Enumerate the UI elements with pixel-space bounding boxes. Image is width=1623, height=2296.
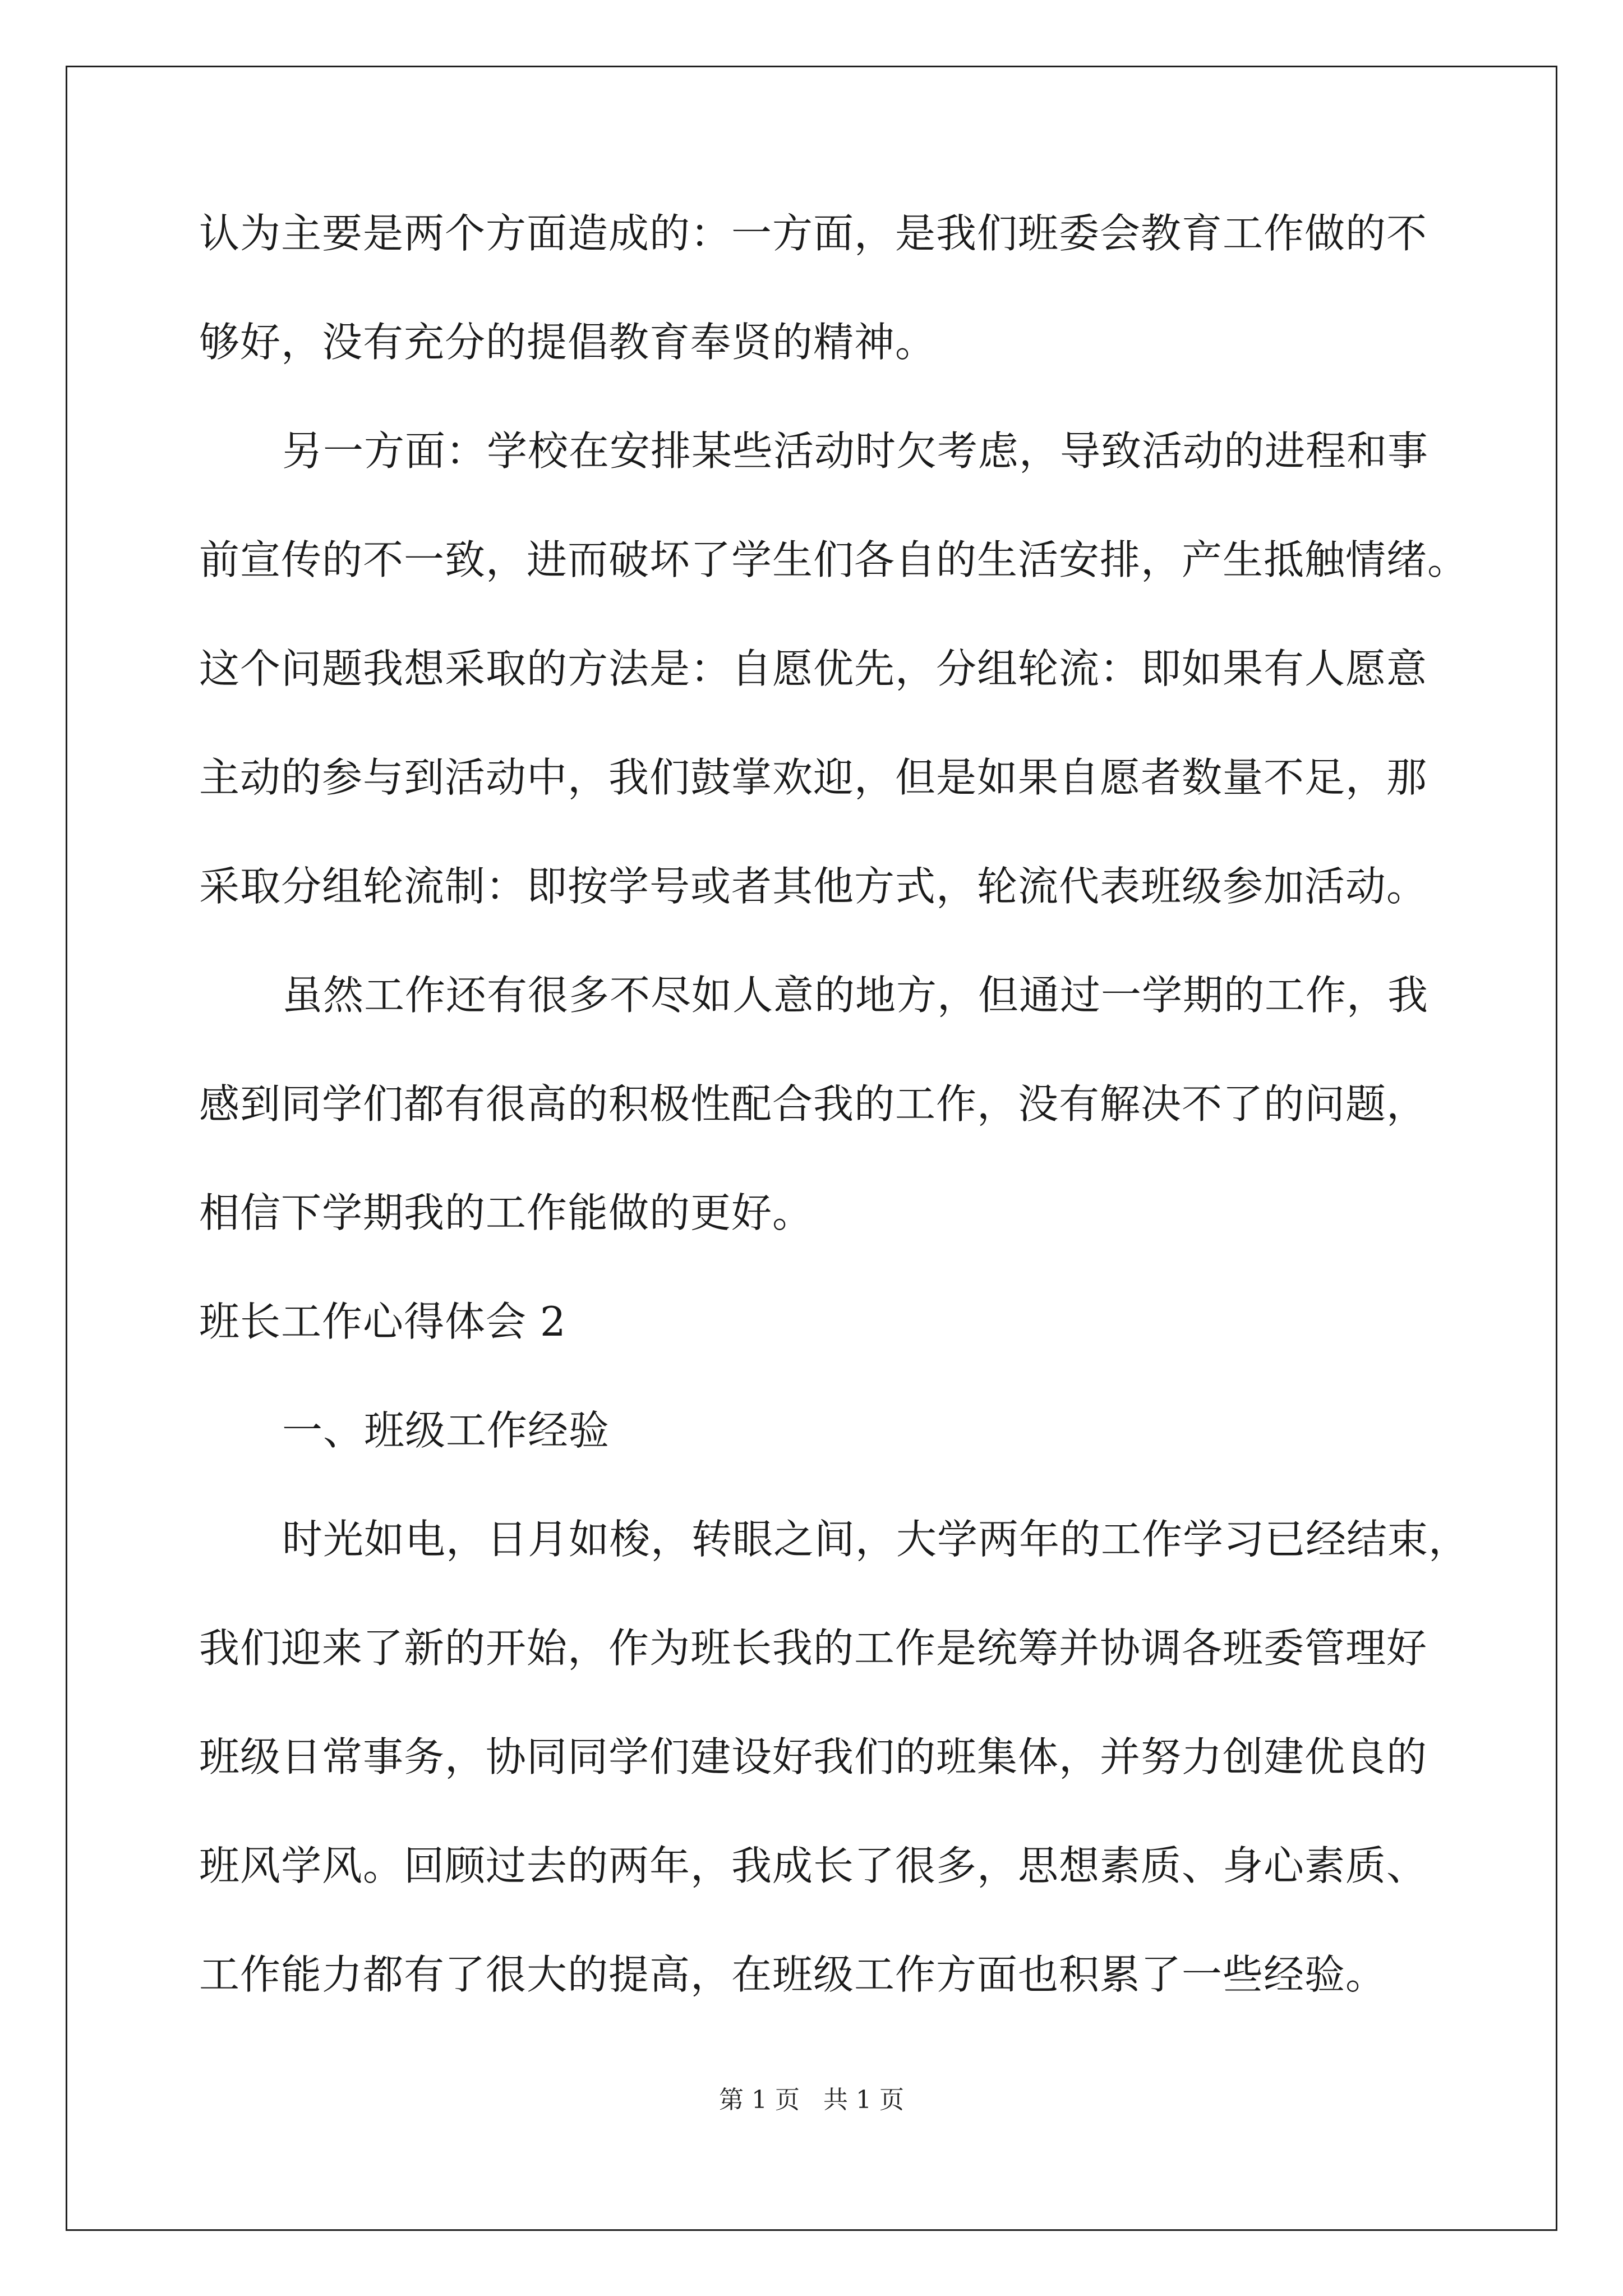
text-line: 前宣传的不一致，进而破坏了学生们各自的生活安排，产生抵触情绪。 [199,536,1469,583]
page-footer [0,2088,1623,2113]
text-line: 班级日常事务，协同同学们建设好我们的班集体，并努力创建优良的 [199,1733,1428,1780]
text-line: 时光如电，日月如梭，转眼之间，大学两年的工作学习已经结束， [282,1516,1470,1563]
page-total: 共 1 页 [823,2086,904,2114]
text-line: 虽然工作还有很多不尽如人意的地方，但通过一学期的工作，我 [282,972,1429,1019]
text-line: 采取分组轮流制：即按学号或者其他方式，轮流代表班级参加活动。 [199,863,1428,910]
section-heading: 班长工作心得体会 2 [199,1298,566,1345]
document-body [199,210,1470,2063]
text-line: 班风学风。回顾过去的两年，我成长了很多，思想素质、身心素质、 [199,1842,1428,1889]
text-line: 主动的参与到活动中，我们鼓掌欢迎，但是如果自愿者数量不足，那 [199,754,1428,801]
text-line: 这个问题我想采取的方法是：自愿优先，分组轮流：即如果有人愿意 [199,645,1428,692]
subsection-heading: 一、班级工作经验 [282,1407,610,1454]
page-number: 第 1 页 [719,2086,800,2114]
text-line: 感到同学们都有很高的积极性配合我的工作，没有解决不了的问题， [199,1080,1428,1128]
text-line: 认为主要是两个方面造成的：一方面，是我们班委会教育工作做的不 [199,210,1428,257]
text-line: 工作能力都有了很大的提高，在班级工作方面也积累了一些经验。 [199,1951,1387,1998]
text-line: 我们迎来了新的开始，作为班长我的工作是统筹并协调各班委管理好 [199,1625,1428,1672]
text-line: 够好，没有充分的提倡教育奉贤的精神。 [199,319,937,366]
text-line: 相信下学期我的工作能做的更好。 [199,1189,814,1236]
text-line: 另一方面：学校在安排某些活动时欠考虑，导致活动的进程和事 [282,427,1429,475]
